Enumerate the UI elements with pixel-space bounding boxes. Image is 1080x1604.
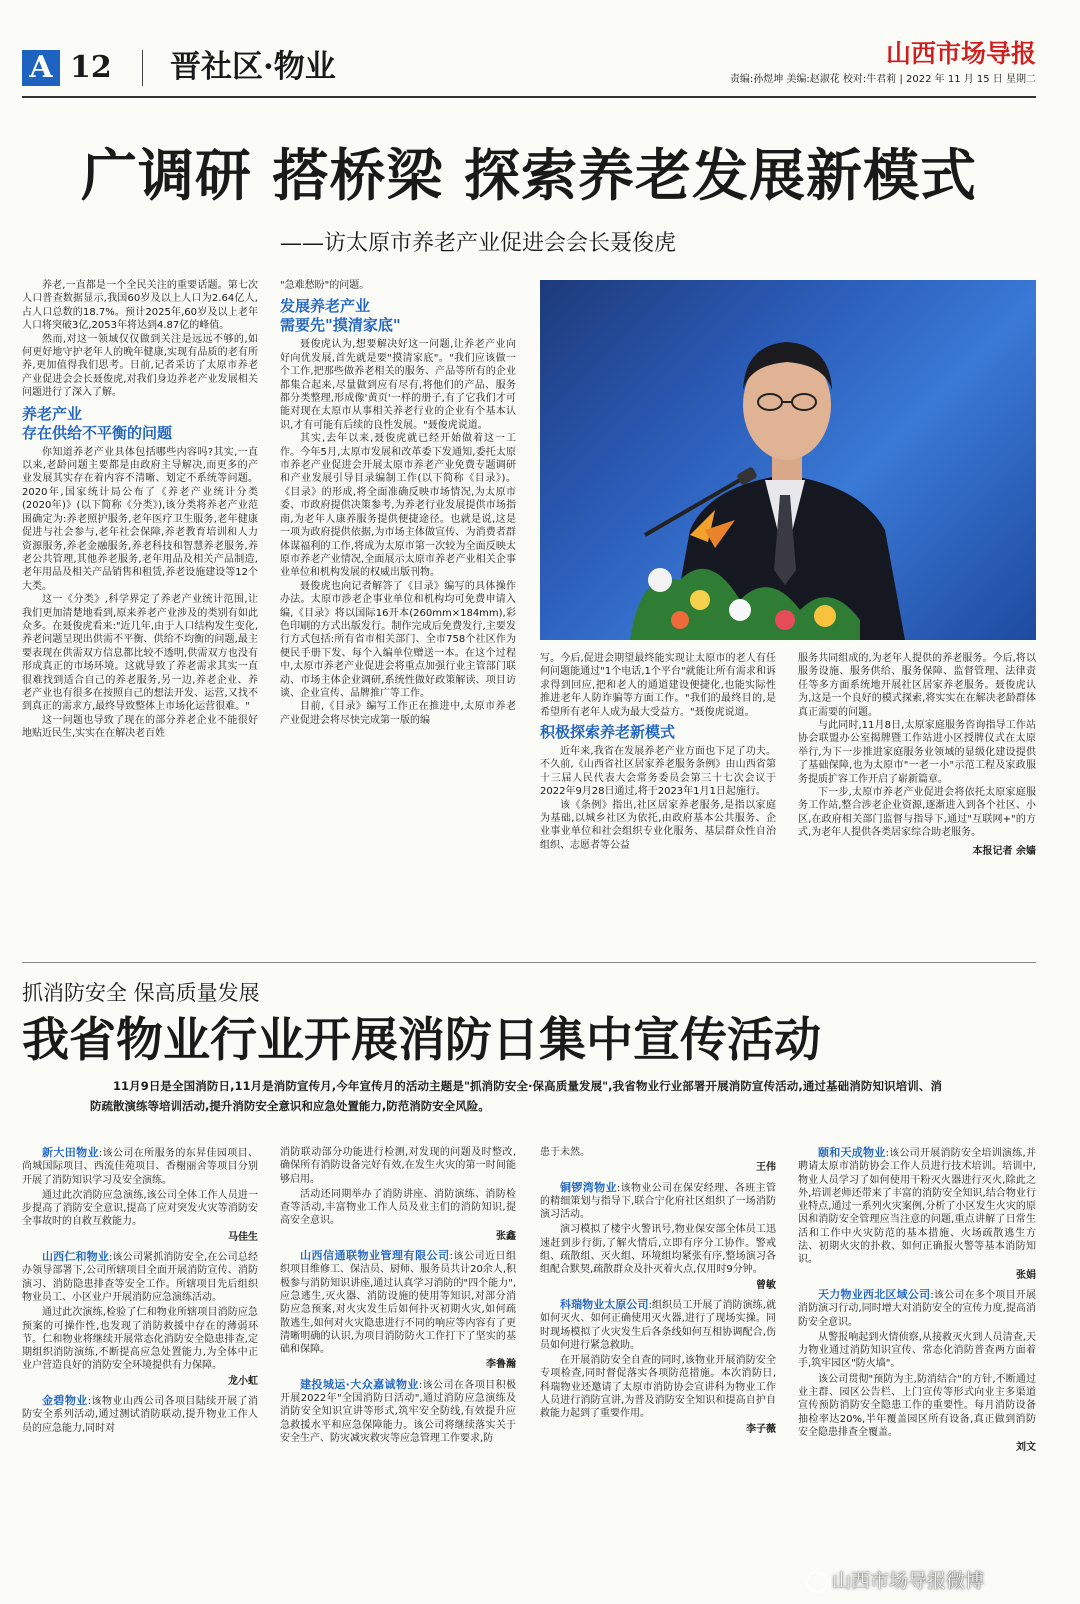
author: 张娟 [1016,1269,1036,1281]
company-name: 天力物业西北区域公司 [818,1287,931,1301]
paragraph: 与此同时,11月8日,太原家庭服务咨询指导工作站协会联盟办公室揭牌暨工作站进小区授牌仪式在太原举行,为下一步推进家庭服务业领域的显级化建设提供了基础保障,也为太原市"一老一小"示范工程及家政服务提质扩容工作开启了崭新篇章。 [798,720,1036,785]
article1-column-1 [22,279,258,951]
article2-column-3: 患于未然。 王伟 铜锣湾物业:该物业公司在保安经理、各班主管的精细策划与指导下,联合宁化府社区组织了一场消防演习活动。 演习模拟了楼宇火警讯号,物业保安部全体员工迅速赶到步行街,了解火情后,立即有序分工协作。警戒组、疏散组、灭火组、环境组均紧张有序,整场演习各组配合默契,疏散群众及扑灭着火点,仅用时9分钟。 曾敏 科瑞物业太原公司:组织员工开展了消防演练,就如何灭火、如何正确使用灭火器,进行了现场实操。同时现场模拟了火灾发生后各条线如何互相协调配合,伤员如何进行紧急救助。 在开展消防安全自查的同时,该物业开展消防安全专项检查,同时督促落实各项防范措施。本次消防日,科瑞物业还邀请了太原市消防协会宣讲科为物业工作人员进行消防宣讲,为普及消防安全知识和提高自护自救能力起到了重要作用。 李子薇 [540,1147,776,1435]
paragraph: 这一问题也导致了现在的部分养老企业不能很好地贴近民生,实实在在解决老百姓 [22,714,258,740]
section-letter-badge: A [22,50,60,86]
company-name: 铜锣湾物业 [560,1180,617,1194]
company-item: 建投城运·大众嘉诚物业:该公司在各项目积极开展2022年"全国消防日活动",通过消防应急演练及消防安全知识宣讲等形式,筑牢安全防线,有效提升应急救援水平和应急保障能力。该公司将继续落实关于安全生产、防灾减灾救灾等应急管理工作要求,防 [280,1377,516,1444]
article2-kicker: 抓消防安全 保高质量发展 [22,981,260,1005]
company-name: 新大田物业 [42,1146,99,1159]
page-number: 12 [70,50,112,85]
company-item: 颐和天成物业:该公司开展消防安全培训演练,并聘请太原市消防协会工作人员进行技术培训。培训中,物业人员学习了如何使用干粉灭火器进行灭火,除此之外,培训老师还带来了丰富的消防安全知识,结合物业行业特点,通过一系列火灾案例,分析了小区发生火灾的原因和消防安全管理应当注意的问题,重点讲解了日常生活和工作中火灾防范的基本措施、火场疏散逃生方法、初期火灾的扑救、如何正确报火警等基本消防知识。 [798,1146,1036,1266]
subheading: 发展养老产业 需要先"摸清家底" [280,297,401,335]
paragraph: 目前,《目录》编写工作正在推进中,太原市养老产业促进会将尽快完成第一版的编 [280,701,516,726]
company-name: 科瑞物业太原公司 [560,1297,649,1311]
paragraph: 聂俊虎认为,想要解决好这一问题,让养老产业向好向优发展,首先就是要"摸清家底"。"我们应该做一个工作,把那些做养老相关的服务、产品等所有的企业都集合起来,尽量做到应有尽有,将他们的产品、服务都分类整理,形成像'黄页'一样的册子,有了它我们才可能对现在太原市从事相关养老行业的企业有个基本认识,才有可能有后续的良性发展。"聂俊虎说道。 [280,339,516,431]
paragraph: "急难愁盼"的问题。 [280,280,370,291]
author: 李子薇 [746,1423,776,1435]
paragraph: 你知道养老产业具体包括哪些内容吗?其实,一直以来,老龄问题主要都是由政府主导解决,而更多的产业发展其实存在着内容不清晰、划定不系统等问题。2020年,国家统计局公布了《养老产业统计分类(2020年)》(以下简称《分类》),该分类将养老产业范围确定为:养老照护服务,老年医疗卫生服务,老年健康促进与社会参与,老年社会保障,养老教育培训和人力资源服务,养老金融服务,养老科技和智慧养老服务,养老公共管理,其他养老服务,老年用品及相关产品制造,老年用品及相关产品销售和租赁,养老设施建设等12个大类。 [22,446,258,592]
paragraph: 下一步,太原市养老产业促进会将依托太原家庭服务工作站,整合涉老企业资源,逐渐进入到各个社区、小区,在政府相关部门监督与指导下,通过"互联网+"的方式,为老年人提供各类居家综合助老服务。 [798,787,1036,839]
article2-title: 我省物业行业开展消防日集中宣传活动 [22,1013,821,1068]
company-name: 山西仁和物业 [42,1250,109,1264]
article2-column-2: 消防联动部分功能进行检测,对发现的问题及时整改,确保所有消防设备完好有效,在发生火灾的第一时间能够启用。 活动还同期举办了消防讲座、消防演练、消防检查等活动,丰富物业工作人员及业主们的消防知识,提高安全意识。 张鑫 山西信通联物业管理有限公司:该公司近日组织项目维修工、保洁员、厨师、服务员共计20余人,积极参与消防知识讲座,通过认真学习消防的"四个能力",应急逃生,灭火器、消防设施的使用等知识,对部分消防应急预案,对火灾发生后如何扑灭初期火灾,如何疏散逃生,如何对火灾隐患进行不同的响应等内容有了更清晰明确的认识,为项目消防防火工作打下了坚实的基础和保障。 李鲁瀚 建投城运·大众嘉诚物业:该公司在各项目积极开展2022年"全国消防日活动",通过消防应急演练及消防安全知识宣讲等形式,筑牢安全防线,有效提升应急救援水平和应急保障能力。该公司将继续落实关于安全生产、防灾减灾救灾等应急管理工作要求,防 [280,1147,516,1444]
paragraph: 该《条例》指出,社区居家养老服务,是指以家庭为基础,以城乡社区为依托,由政府基本公共服务、企业事业单位和社会组织专业化服务、基层群众性自治组织、志愿者等公益 [540,799,776,851]
author: 张鑫 [496,1230,516,1242]
paragraph: 然而,对这一领域仅仅做到关注是远远不够的,如何更好地守护老年人的晚年健康,实现有品质的老有所养,更加值得我们思考。日前,记者采访了太原市养老产业促进会会长聂俊虎,对我们身边养老产业发展相关问题进行了深入了解。 [22,333,258,399]
article-separator [22,962,1036,963]
weibo-icon [806,1571,828,1593]
paragraph: 养老,一直都是一个全民关注的重要话题。第七次人口普查数据显示,我国60岁及以上人口为2.64亿人,占人口总数的18.7%。预计2025年,60岁及以上老年人口将突破3亿,2053年将达到4.87亿的峰值。 [22,280,258,332]
interview-photo [540,280,1036,640]
author: 李鲁瀚 [486,1359,516,1371]
article1-column-4 [798,652,1036,952]
header-rule [22,96,1036,98]
company-item: 金碧物业:该物业山西公司各项目陆续开展了消防安全系列活动,通过测试消防联动,提升物业工作人员的应急能力,同时对 [22,1394,258,1434]
weibo-watermark: 山西市场导报微博 [806,1568,984,1594]
article2-column-4: 颐和天成物业:该公司开展消防安全培训演练,并聘请太原市消防协会工作人员进行技术培训。培训中,物业人员学习了如何使用干粉灭火器进行灭火,除此之外,培训老师还带来了丰富的消防安全知识,结合物业行业特点,通过一系列火灾案例,分析了小区发生火灾的原因和消防安全管理应当注意的问题,重点讲解了日常生活和工作中火灾防范的基本措施、火场疏散逃生方法、初期火灾的扑救、如何正确报火警等基本消防知识。 张娟 天力物业西北区域公司:该公司在多个项目开展消防演习行动,同时增大对消防安全的宣传力度,提高消防安全意识。 从警报响起到火情侦察,从接救灭火到人员清查,天力物业通过消防知识宣传、常态化消防普查两方面着手,筑牢园区"防火墙"。 该公司贯彻"预防为主,防消结合"的方针,不断通过业主群、园区公告栏、上门宣传等形式向业主多渠道宣传预防消防安全隐患工作的重要性。每月消防设备抽检率达20%,半年覆盖园区所有设备,真正做到消防安全隐患排查全覆盖。 刘文 [798,1146,1036,1454]
article1-column-3 [540,652,776,947]
paragraph: 聂俊虎也向记者解答了《目录》编写的具体操作办法。太原市涉老企事业单位和机构均可免费申请入编,《目录》将以国际16开本(260mm×184mm),彩色印刷的方式出版发行。制作完成后免费发行,主要发行方式包括:所有省市相关部门、全市758个社区作为便民手册下发、每个入编单位赠送一本。在这个过程中,太原市养老产业促进会将重点加强行业主管部门联动、市场主体企业调研,系统性做好政策解读、项目访谈、企业宣传、品牌推广等工作。 [280,580,516,699]
article1-subtitle: ——访太原市养老产业促进会会长聂俊虎 [280,231,677,256]
company-item: 山西信通联物业管理有限公司:该公司近日组织项目维修工、保洁员、厨师、服务员共计20余人,积极参与消防知识讲座,通过认真学习消防的"四个能力",应急逃生,灭火器、消防设施的使用等知识,对部分消防应急预案,对火灾发生后如何扑灭初期火灾,如何疏散逃生,如何对火灾隐患进行不同的响应等内容有了更清晰明确的认识,为项目消防防火工作打下了坚实的基础和保障。 [280,1249,516,1356]
paragraph: 这一《分类》,科学界定了养老产业统计范围,让我们更加清楚地看到,原来养老产业涉及的类别有如此众多。在聂俊虎看来:"近几年,由于人口结构发生变化,养老问题呈现出供需不平衡、供给不均衡的问题,最主要表现在供需双方信息都比较不透明,供需双方也没有形成真正的市场环境。这就导致了养老需求其实一直很难找到适合自己的养老服务,另一边,养老企业、养老产业也有很多在按照自己的想法开发、运营,又找不到真正的需求方,最终导致整体上市场化运营很难。" [22,594,258,713]
article2-lead: 11月9日是全国消防日,11月是消防宣传月,今年宣传月的活动主题是"抓消防安全·保高质量发展",我省物业行业部署开展消防宣传活动,通过基础消防知识培训、消防疏散演练等培训活动,提升消防安全意识和应急处置能力,防范消防安全风险。 [90,1079,942,1113]
paragraph: 写。今后,促进会期望最终能实现让太原市的老人有任何问题能通过"1个电话,1个平台"就能让所有需求和诉求得到回应,把和老人的通道建设便捷化,也能实际性推进老年人防诈骗等方面工作。"我们的最终目的,是希望所有老年人成为最大受益方。"聂俊虎说道。 [540,653,776,718]
company-item: 铜锣湾物业:该物业公司在保安经理、各班主管的精细策划与指导下,联合宁化府社区组织了一场消防演习活动。 [540,1180,776,1221]
author: 刘文 [1016,1442,1036,1454]
paper-name: 山西市场导报 [885,39,1036,68]
speaker-illustration [540,280,1036,640]
company-name: 建投城运·大众嘉诚物业 [300,1377,419,1391]
company-name: 山西信通联物业管理有限公司 [300,1249,450,1263]
company-item: 山西仁和物业:该公司紧抓消防安全,在公司总经办领导部署下,公司所辖项目全面开展消防宣传、消防演习、消防隐患排查等安全工作。所辖项目先后组织物业员工、小区业户开展消防应急演练活动。 [22,1250,258,1303]
subheading: 积极探索养老新模式 [540,723,676,742]
company-name: 颐和天成物业 [818,1146,886,1159]
paragraph: 服务共同组成的,为老年人提供的养老服务。今后,将以服务设施、服务供给、服务保障、监督管理、法律责任等多方面系统地开展社区居家养老服务。聂俊虎认为,这是一个良好的模式探索,将实实在在解决老龄群体真正需要的问题。 [798,653,1036,718]
company-item: 新大田物业:该公司在所服务的东昇佳园项目、尚城国际项目、西流佳苑项目、香榭丽舍等项目分别开展了消防知识学习及安全演练。 [22,1146,258,1186]
byline: 本报记者 余嫱 [972,845,1036,857]
author: 马佳生 [228,1231,258,1243]
author: 曾敏 [756,1279,776,1291]
article1-column-2 [280,279,516,951]
company-item: 天力物业西北区域公司:该公司在多个项目开展消防演习行动,同时增大对消防安全的宣传力度,提高消防安全意识。 [798,1287,1036,1328]
company-name: 金碧物业 [42,1394,88,1408]
subheading: 养老产业 存在供给不平衡的问题 [22,404,173,442]
credits-line: 责编:孙煜坤 美编:赵淑花 校对:牛君莉 | 2022 年 11 月 15 日 星期二 [729,74,1036,85]
author: 龙小虹 [228,1375,258,1387]
article1-title: 广调研 搭桥梁 探索养老发展新模式 [81,143,977,209]
company-item: 科瑞物业太原公司:组织员工开展了消防演练,就如何灭火、如何正确使用灭火器,进行了现场实操。同时现场模拟了火灾发生后各条线如何互相协调配合,伤员如何进行紧急救助。 [540,1297,776,1351]
article2-column-1: 新大田物业:该公司在所服务的东昇佳园项目、尚城国际项目、西流佳苑项目、香榭丽舍等项目分别开展了消防知识学习及安全演练。 通过此次消防应急演练,该公司全体工作人员进一步提高了消防安全意识,提高了应对突发火灾等消防安全事故时的自救互救能力。 马佳生 山西仁和物业:该公司紧抓消防安全,在公司总经办领导部署下,公司所辖项目全面开展消防宣传、消防演习、消防隐患排查等安全工作。所辖项目先后组织物业员工、小区业户开展消防应急演练活动。 通过此次演练,检验了仁和物业所辖项目消防应急预案的可操作性,也发现了消防救援中存在的薄弱环节。仁和物业将继续开展常态化消防安全隐患排查,定期组织消防演练,不断提高应急处置能力,为全体中正业户营造良好的消防安全环境提供有力保障。 龙小虹 金碧物业:该物业山西公司各项目陆续开展了消防安全系列活动,通过测试消防联动,提升物业工作人员的应急能力,同时对 [22,1146,258,1434]
header-divider [142,50,143,86]
section-title: 晋社区·物业 [170,49,336,85]
paragraph: 其实,去年以来,聂俊虎就已经开始做着这一工作。今年5月,太原市发展和改革委下发通知,委托太原市养老产业促进会开展太原市养老产业免费专题调研和产业发展引导目录编制工作(以下简称《目录》)。《目录》的形成,将全面准确反映市场情况,为太原市委、市政府提供决策参考,为养老行业发展提供市场指南,为老年人康养服务提供便捷途径。也就是说,这是一项为政府提供依据,为市场主体做宣传、为消费者群体谋福利的工作,将成为太原市第一次较为全面反映太原市养老产业情况,全面展示太原市养老产业相关企事业单位和机构发展的权威出版刊物。 [280,433,516,579]
author: 王伟 [756,1162,776,1174]
paragraph: 近年来,我省在发展养老产业方面也下足了功夫。不久前,《山西省社区居家养老服务条例》由山西省第十三届人民代表大会常务委员会第三十七次会议于2022年9月28日通过,将于2023年1月1日起施行。 [540,746,776,798]
